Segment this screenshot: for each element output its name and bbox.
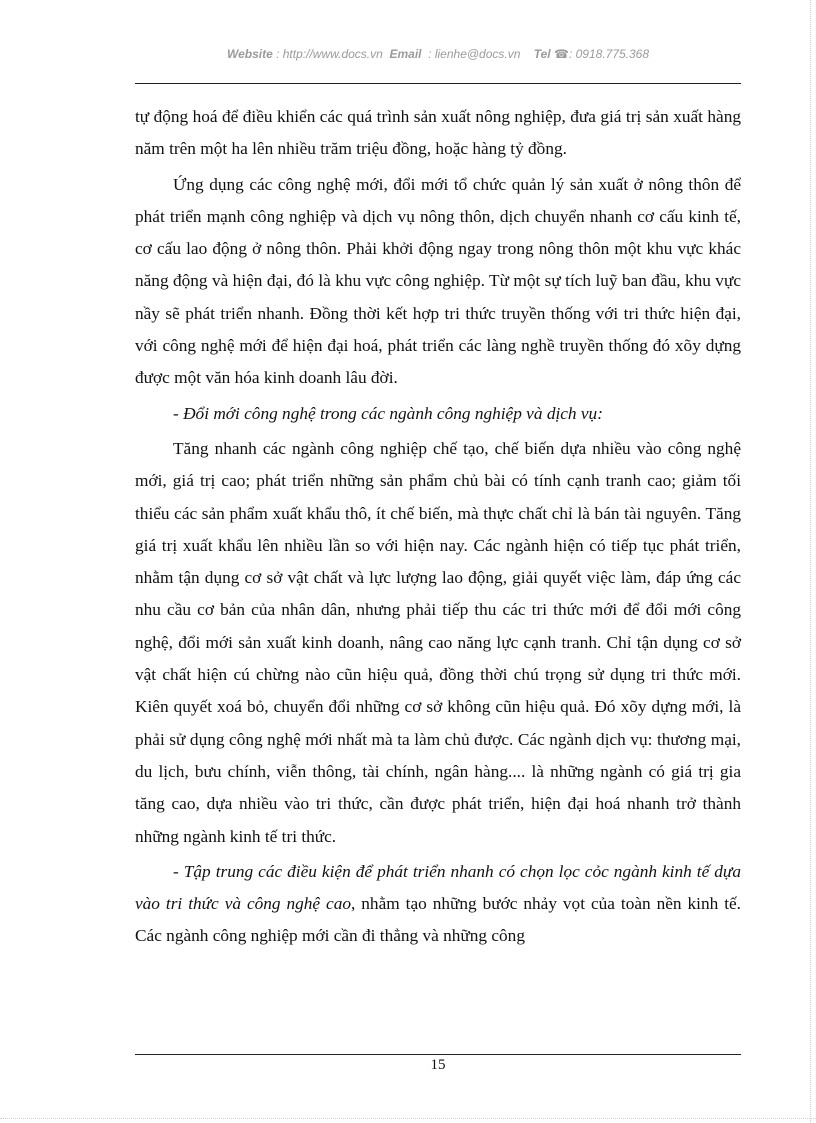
paragraph-5 — [135, 856, 741, 953]
heading-italic-text: - Đổi mới công nghệ trong các ngành công nghiệp và dịch vụ: — [173, 403, 603, 423]
page-header — [135, 47, 741, 61]
paragraph-5-rest: , nhằm tạo những bước nhảy vọt của toàn nền kinh tế. Các ngành công nghiệp mới cần đi thẳng và những công — [135, 894, 741, 946]
paragraph-5-italic-lead: - Tập trung các điều kiện để phát triển nhanh có chọn lọc cỏc ngành kinh tế dựa vào tri thức và công nghệ cao — [135, 861, 741, 914]
page-edge-right — [810, 0, 811, 1123]
footer-rule — [135, 1054, 741, 1055]
email-label: Email — [389, 47, 422, 61]
paragraph-1: tự động hoá để điều khiển các quá trình sản xuất nông nghiệp, đưa giá trị sản xuất hàng năm trên một ha lên nhiều trăm triệu đồng, hoặc hàng tỷ đồng. — [135, 107, 741, 159]
page-number: 15 — [430, 1057, 446, 1073]
tel-label: Tel — [533, 47, 551, 61]
tel-value: : 0918.775.368 — [568, 47, 650, 61]
email-value: : lienhe@docs.vn — [428, 47, 521, 61]
paragraph-2: Ứng dụng các công nghệ mới, đổi mới tổ chức quản lý sản xuất ở nông thôn để phát triển mạnh công nghiệp và dịch vụ nông thôn, dịch chuyển nhanh cơ cấu kinh tế, cơ cấu lao động ở nông thôn. Phải khởi động ngay trong nông thôn một khu vực khác năng động và hiện đại, đó là khu vực công nghiệp. Từ một sự tích luỹ ban đầu, khu vực nầy sẽ phát triển nhanh. Đồng thời kết hợp tri thức truyền thống với tri thức hiện đại, với công nghệ mới để hiện đại hoá, phát triển các làng nghề truyền thống đó xõy dựng được một văn hóa kinh doanh lâu đời. — [135, 174, 741, 388]
page-edge-bottom — [0, 1118, 816, 1119]
paragraph-3-heading — [135, 398, 741, 430]
paragraph-4: Tăng nhanh các ngành công nghiệp chế tạo, chế biến dựa nhiều vào công nghệ mới, giá trị cao; phát triển những sản phẩm chủ bài có tính cạnh tranh cao; giảm tối thiểu các sản phẩm xuất khẩu thô, ít chế biến, mà thực chất chỉ là bán tài nguyên. Tăng giá trị xuất khẩu lên nhiều lần so với hiện nay. Các ngành hiện có tiếp tục phát triển, nhằm tận dụng cơ sở vật chất và lực lượng lao động, giải quyết việc làm, đáp ứng các nhu cầu cơ bản của nhân dân, nhưng phải tiếp thu các tri thức mới để đổi mới công nghệ, đổi mới sản xuất kinh doanh, nâng cao năng lực cạnh tranh. Chỉ tận dụng cơ sở vật chất hiện cú chừng nào cũn hiệu quả, đồng thời chú trọng sử dụng tri thức mới. Kiên quyết xoá bỏ, chuyển đổi những cơ sở không cũn hiệu quả. Đó xõy dựng mới, là phải sử dụng công nghệ mới nhất mà ta làm chủ được. Các ngành dịch vụ: thương mại, du lịch, bưu chính, viễn thông, tài chính, ngân hàng.... là những ngành có giá trị gia tăng cao, dựa nhiều vào tri thức, cần được phát triển, hiện đại hoá nhanh trở thành những ngành kinh tế tri thức. — [135, 438, 741, 846]
website-label: Website — [226, 47, 273, 61]
document-body — [135, 101, 741, 956]
website-value: : http://www.docs.vn — [276, 47, 383, 61]
phone-icon: ☎ — [554, 47, 569, 61]
header-rule — [135, 83, 741, 84]
